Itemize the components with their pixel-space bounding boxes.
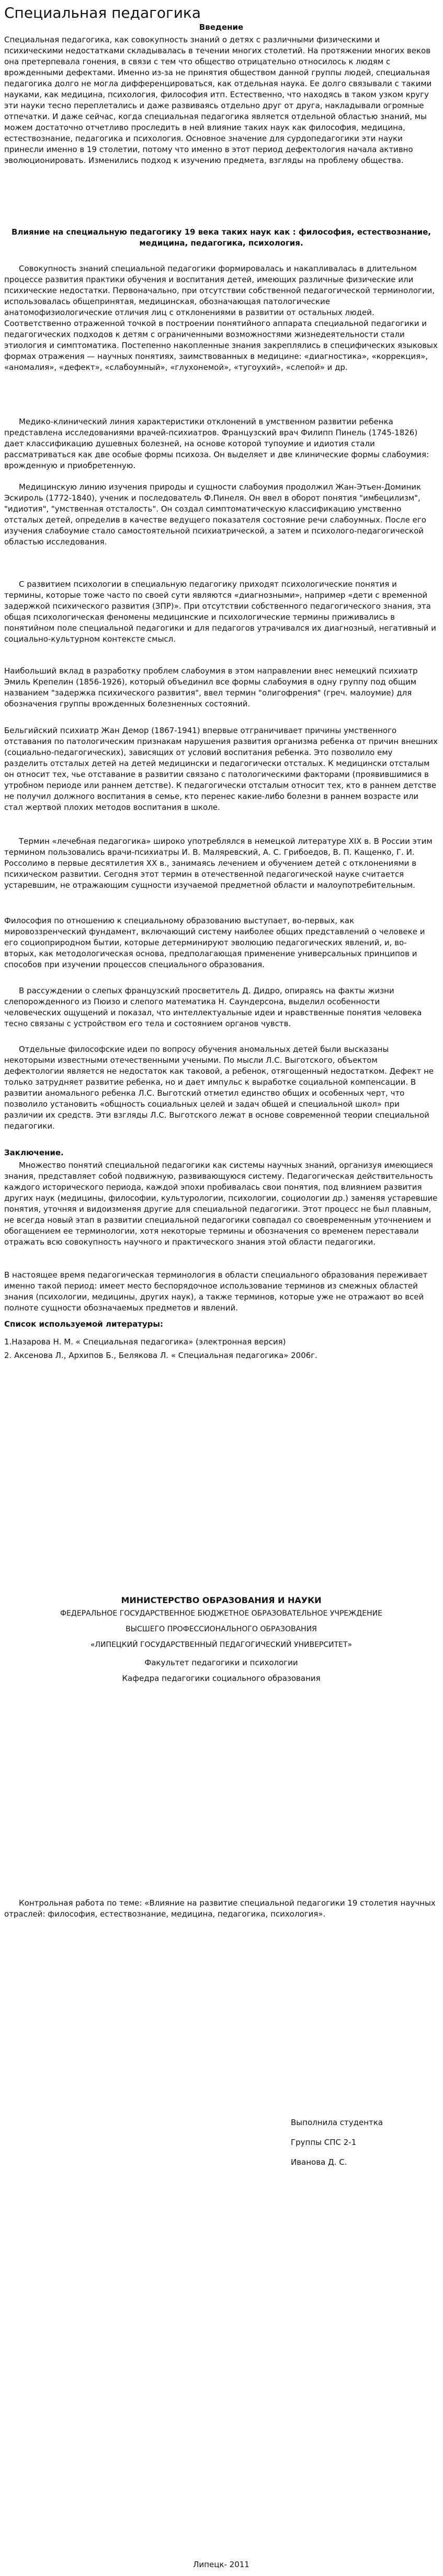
conclusion-paragraph-2: В настоящее время педагогическая терминология в области специального образования переживает именно такой период: имеет место беспорядочное использование терминов из смежных областей знания (психологии, медицины, других наук), а также терминов, которые уже не отражают во всей полноте сущности обозначаемых предметов и явлений. — [4, 1270, 428, 1313]
reference-item: 2. Аксенова Л., Архипов Б., Белякова Л. « Специальная педагогика» 2006г. — [4, 1351, 317, 1360]
paragraph-7: Термин «лечебная педагогика» широко употреблялся в немецкой литературе XIX в. В России этим термином пользовались врачи-психиатры И. В. Маляревский, А. С. Грибоедов, В. П. Кащенко, Г. И. Россолимо в первые десятилетия XX в., занимаясь лечением и обучением детей с отклонениями в психическом развитии. Сегодня этот термин в отечественной педагогической науке считается устаревшим, не отражающим сущности изучаемой предметной области и малоупотребительным. — [4, 837, 433, 890]
conclusion-paragraph-1: Множество понятий специальной педагогики как системы научных знаний, организуя имеющиеся знания, представляет собой подвижную, развивающуюся систему. Педагогическая действительность каждого исторического периода, каждой эпохи пробивалась свои понятия, под влиянием развития других наук (медицины, философии, культурологии, психологии, социологии др.) заменяя устаревшие понятия, уточняя и видоизменяя другие для специальной педагогики. Этот процесс не был плавным, не всегда новый этап в развитии специальной педагогики совпадал со своевременным уточнением и обогащением ее терминологии, хотя некоторые термины и обозначения со временем переставали отражать всю совокупность научного и практического знания этой области педагогики. — [4, 1161, 438, 1247]
paragraph-9: В рассуждении о слепых французский просветитель Д. Дидро, опираясь на факты жизни слепорожденного из Пюизо и слепого математика Н. Саундерсона, выделил особенности человеческих ощущений и показал, что интеллектуальные идеи и нравственные понятия человека тесно связаны с устройством его тела и состоянием органов чувств. — [4, 986, 422, 1028]
institution-line-3: «ЛИПЕЦКИЙ ГОСУДАРСТВЕННЫЙ ПЕДАГОГИЧЕСКИЙ УНИВЕРСИТЕТ» — [90, 1641, 353, 1649]
signature-line-1: Выполнила студентка — [291, 2118, 383, 2127]
paragraph-4: С развитием психологии в специальную педагогику приходят психологические понятия и термины, которые тоже часто по своей сути являются «диагнозными», например «дети с временной задержкой психического развития (ЗПР)». При отсутствии собственного педагогического знания, эта общая психологическая феномены медицинские и психологические термины приживались в понятийном поле специальной педагогики и для педагогов утрачивался их диагнозный, негативный и социально-культурном контексте смысл. — [4, 579, 436, 644]
ministry-title: МИНИСТЕРСТВО ОБРАЗОВАНИЯ И НАУКИ — [121, 1595, 322, 1605]
paragraph-8: Философия по отношению к специальному образованию выступает, во-первых, как мировоззренческий фундамент, включающий систему наиболее общих представлений о человеке и его социоприродном бытии, которые детерминируют эволюцию педагогических явлений, и, во-вторых, как методологическая основа, предполагающая применение универсальных принципов и способов при изучении процессов специального образования. — [4, 916, 425, 969]
faculty: Факультет педагогики и психологии — [144, 1658, 298, 1667]
institution-line-1: ФЕДЕРАЛЬНОЕ ГОСУДАРСТВЕННОЕ БЮДЖЕТНОЕ ОБРАЗОВАТЕЛЬНОЕ УЧРЕЖДЕНИЕ — [60, 1609, 382, 1618]
signature-line-2: Группы СПС 2-1 — [291, 2138, 357, 2147]
paragraph-5: Наибольший вклад в разработку проблем слабоумия в этом направлении внес немецкий психиатр Эмиль Крепелин (1856-1926), который объединил все формы слабоумия в одну группу под общим названием "задержка психического развития", ввел термин "олигофрения" (греч. малоумие) для обозначения группы врожденных болезненных состояний. — [4, 666, 418, 709]
section-heading: Влияние на специальную педагогику 19 века таких наук как : философия, естествознание, медицина, педагогика, психология. — [12, 227, 431, 248]
work-title: Контрольная работа по теме: «Влияние на развитие специальной педагогики 19 столетия научных отраслей: философия, естествознание, медицина, педагогика, психология». — [4, 1898, 436, 1919]
references-heading: Список используемой литературы: — [4, 1319, 163, 1329]
department: Кафедра педагогики социального образования — [122, 1674, 321, 1683]
paragraph-10: Отдельные философские идеи по вопросу обучения аномальных детей были высказаны некоторыми известными отечественными учеными. По мысли Л.С. Выготского, объектом дефектологии является не недостаток как таковой, а ребенок, отягощенный недостатком. Дефект не только затрудняет развитие ребенка, но и дает импульс к выработке социальной компенсации. В развитии аномального ребенка Л.С. Выготский отметил единство общих и особенных черт, что позволило установить «общность социальных целей и задач общей и специальной школ» при различии их средств. Эти взгляды Л.С. Выготского лежат в основе современной теории специальной педагогики. — [4, 1045, 434, 1131]
reference-item: 1.Назарова Н. М. « Специальная педагогика» (электронная версия) — [4, 1337, 286, 1347]
paragraph-2: Медико-клинический линия характеристики отклонений в умственном развитии ребенка представлена исследованиями врачей-психиатров. Французский врач Филипп Пинель (1745-1826) дает классификацию душевных болезней, на основе которой тупоумие и идиотия стали рассматриваться как две особые формы психоза. Он выделяет и две клинические формы слабоумия: врожденную и приобретенную. — [4, 417, 429, 470]
institution-line-2: ВЫСШЕГО ПРОФЕССИОНАЛЬНОГО ОБРАЗОВАНИЯ — [126, 1625, 317, 1633]
conclusion-heading: Заключение. — [4, 1148, 64, 1157]
paragraph-1: Совокупность знаний специальной педагогики формировалась и накапливалась в длительном процессе развития практики обучения и воспитания детей, имеющих различные физические или психические недостатки. Первоначально, при отсутствии собственной педагогической терминологии, использовалась общепринятая, медицинская, обозначающая патологические анатомофизиологические отличия лиц с отклонениями в развитии от остальных людей. Соответственно отраженной точкой в построении понятийного аппарата специальной педагогики и педагогических подходов к детям с ограниченными возможностями жизнедеятельности стали этиология и симптоматика. Постепенно накопленные знания закреплялись в специфических языковых формах отражения — научных понятиях, заимствованных в медицине: «диагностика», «коррекция», «аномалия», «дефект», «слабоумный», «глухонемой», «тугоухий», «слепой» и др. — [4, 264, 438, 372]
intro-heading: Введение — [199, 22, 244, 32]
footer-city-year: Липецк- 2011 — [193, 2560, 249, 2569]
signature-line-3: Иванова Д. С. — [291, 2157, 347, 2167]
paragraph-6: Бельгийский психиатр Жан Демор (1867-1941) впервые отграничивает причины умственного отставания по патологическим признакам нарушения развития организма ребенка от причин внешних (социально-педагогических), зависящих от условий воспитания ребенка. Это позволило ему разделить отсталых детей на детей медицински и педагогически отсталых. К медицински отсталым он относит тех, чье отставание в развитии связано с патологическими факторами (проявившимися в утробном периоде или раннем детстве). К педагогически отсталым относит тех, кто в раннем детстве не получил должного воспитания в семье, кто перенес какие-либо болезни в раннем возрасте или стал жертвой плохих методов воспитания в школе. — [4, 726, 438, 812]
intro-paragraph: Специальная педагогика, как совокупность знаний о детях с различными физическими и психическими недостатками складывалась в течении многих столетий. На протяжении многих веков она претерпевала гонения, в связи с тем что общество отрицательно относилось к людям с врожденными дефектами. Именно из-за не принятия обществом данной группы людей, специальная педагогика долго не могла дифференцироваться, как отдельная наука. Ее долго связывали с такими науками, как медицина, психология, философия итп. Естественно, что находясь в таком узком кругу эти науки тесно переплетались и даже развиваясь отдельно друг от друга, накладывали огромные отпечатки. И даже сейчас, когда специальная педагогика является отдельной областью знаний, мы можем достаточно отчетливо проследить в ней влияние таких наук как философия, медицина, естествознание, педагогика и психология. Основное значение для сурдопедагогики эти науки принесли именно в 19 столетии, потому что именно в этот период дефектология начала активно эволюционировать. Изменились подход к изучению предмета, взгляды на проблему общества. — [4, 35, 432, 165]
page-title: Специальная педагогика — [4, 4, 201, 21]
paragraph-3: Медицинскую линию изучения природы и сущности слабоумия продолжил Жан-Этьен-Доминик Эскироль (1772-1840), ученик и последователь Ф.Пинеля. Он ввел в оборот понятия "имбецилизм", "идиотия", "умственная отсталость". Он создал симптоматическую классификацию умственно отсталых детей, определив в качестве ведущего показателя состояние речи слабоумных. После его изучения слабоумие стало самостоятельной психиатрической, а затем и психолого-педагогической областью исследования. — [4, 482, 426, 547]
